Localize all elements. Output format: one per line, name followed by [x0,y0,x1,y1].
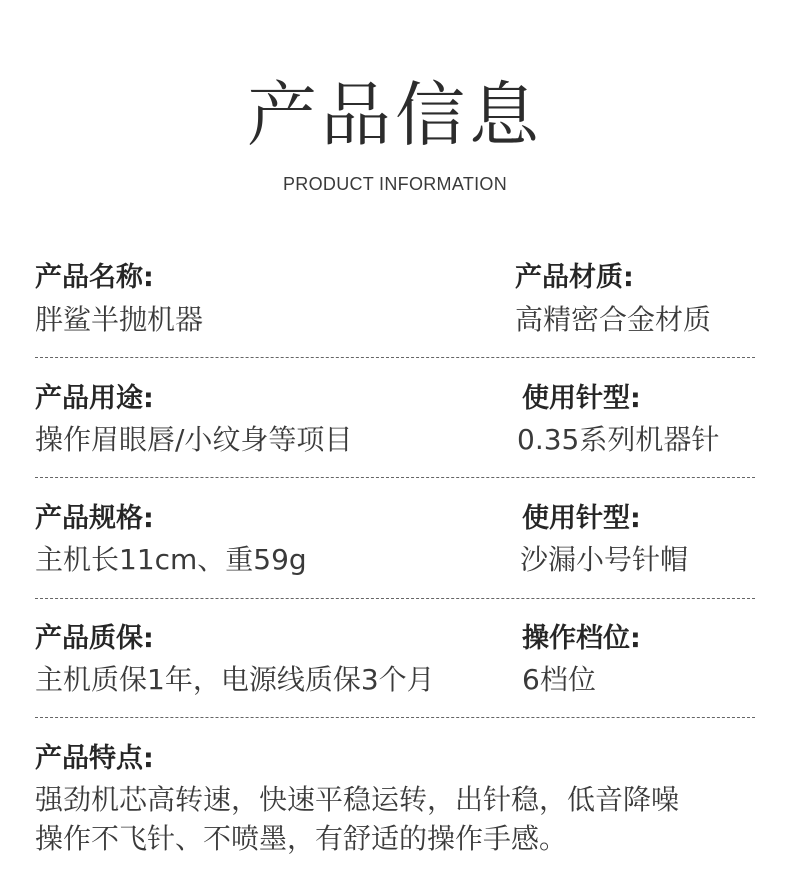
row-divider [35,477,755,478]
page-subtitle: PRODUCT INFORMATION [282,174,508,194]
product-usage-label: 产品用途: [35,383,154,414]
product-warranty-value: 主机质保1年，电源线质保3个月 [35,663,435,696]
product-name-value: 胖鲨半抛机器 [35,303,204,336]
needle-type-value: 0.35系列机器针 [517,423,720,456]
product-features-line-2: 操作不飞针、不喷墨，有舒适的操作手感。 [35,822,568,855]
gear-level-value: 6档位 [522,663,596,696]
product-features-line-1: 强劲机芯高转速，快速平稳运转，出针稳，低音降噪 [35,783,680,816]
product-usage-value: 操作眉眼唇/小纹身等项目 [35,423,353,456]
product-material-label: 产品材质: [515,262,634,293]
row-divider [35,357,755,358]
product-name-label: 产品名称: [35,262,154,293]
gear-level-label: 操作档位: [522,623,641,654]
product-spec-value: 主机长11cm、重59g [35,543,307,576]
row-divider [35,717,755,718]
row-divider [35,598,755,599]
needle-cap-value: 沙漏小号针帽 [520,543,689,576]
product-features-label: 产品特点: [35,743,154,774]
needle-cap-label: 使用针型: [522,503,641,534]
product-spec-label: 产品规格: [35,503,154,534]
product-material-value: 高精密合金材质 [515,303,712,336]
product-warranty-label: 产品质保: [35,623,154,654]
page-title: 产品信息 [247,74,543,156]
needle-type-label: 使用针型: [522,383,641,414]
